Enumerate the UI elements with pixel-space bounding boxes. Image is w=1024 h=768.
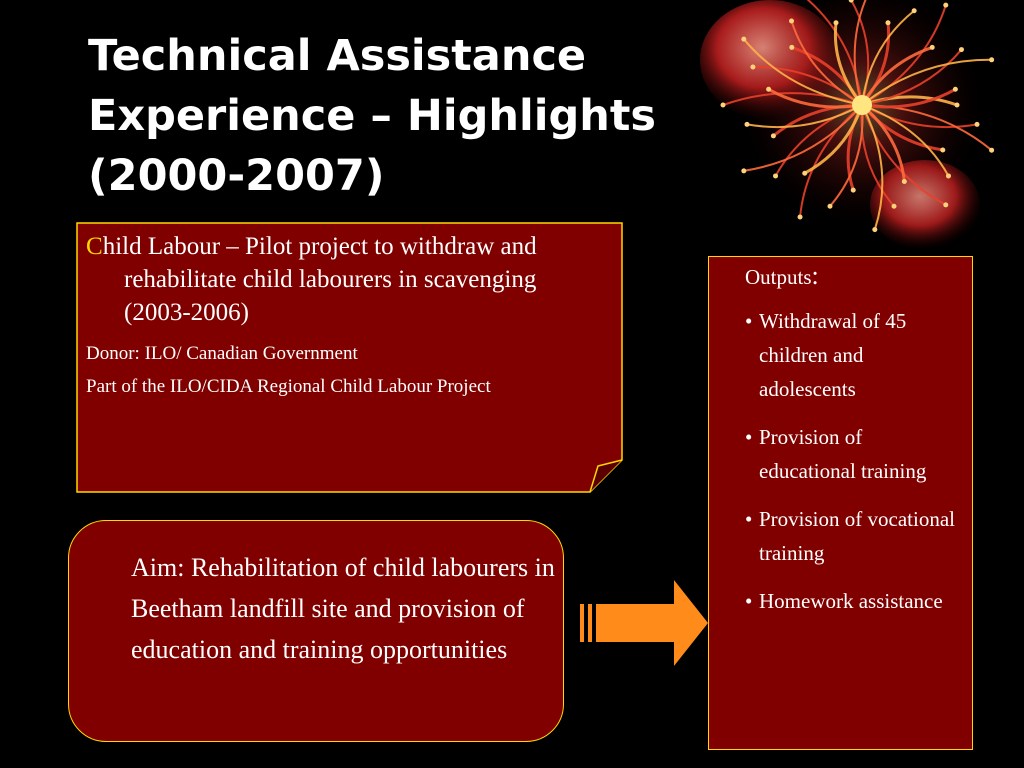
firework-ray: [800, 0, 862, 105]
firework-ray: [805, 105, 862, 173]
firework-spark: [943, 202, 948, 207]
firework-ray: [791, 21, 862, 105]
project-title: [86, 230, 589, 329]
outputs-heading: [745, 261, 964, 292]
firework-spark: [872, 227, 877, 232]
firework-ray: [862, 11, 914, 105]
firework-ray: [862, 50, 961, 105]
firework-spark: [946, 173, 951, 178]
firework-spark: [885, 20, 890, 25]
firework-ray: [800, 105, 862, 217]
output-item: • Provision of educational training: [745, 420, 964, 488]
firework-ray: [862, 105, 943, 150]
firework-ray: [835, 23, 862, 105]
slide-title: [88, 26, 788, 206]
firework-ray: [776, 105, 862, 176]
aim-text: Aim: Rehabilitation of child labourers in Beetham landfill site and provision of education and training opportunities: [131, 553, 555, 664]
firework-spark: [849, 0, 854, 3]
title-line-1: Technical Assistance: [88, 31, 587, 81]
firework-ray: [851, 0, 868, 105]
project-title-initial: C: [86, 233, 103, 260]
firework-ray: [862, 105, 977, 127]
firework-spark: [989, 57, 994, 62]
firework-ray: [830, 105, 863, 206]
firework-ray: [862, 105, 992, 150]
firework-ray: [792, 47, 862, 105]
firework-ray: [862, 97, 957, 105]
firework-ray: [862, 89, 955, 107]
output-item: • Withdrawal of 45 children and adolescents: [745, 304, 964, 406]
firework-ray: [848, 105, 862, 190]
firework-spark: [943, 3, 948, 8]
firework-spark: [975, 122, 980, 127]
project-description-box: [76, 222, 623, 493]
firework-spark: [912, 8, 917, 13]
output-item: • Provision of vocational training: [745, 502, 964, 570]
outputs-list: [745, 304, 964, 618]
firework-spark: [851, 188, 856, 193]
firework-spark: [989, 148, 994, 153]
aim-box: [68, 520, 564, 742]
firework-ray: [861, 105, 894, 206]
firework-spark: [892, 204, 897, 209]
outputs-heading-text: Outputs: [745, 265, 812, 289]
firework-spark: [959, 47, 964, 52]
firework-spark: [802, 171, 807, 176]
firework-spark: [940, 148, 945, 153]
firework-ray: [862, 105, 882, 230]
outputs-heading-colon: :: [811, 261, 819, 290]
title-line-3: (2000-2007): [88, 151, 385, 201]
project-part-of: Part of the ILO/CIDA Regional Child Labour Project: [86, 376, 491, 397]
project-title-text: hild Labour – Pilot project to withdraw and rehabilitate child labourers in scavenging (2003-2006): [102, 233, 537, 326]
firework-ray: [862, 105, 904, 182]
firework-ray: [862, 60, 992, 105]
output-item: • Homework assistance: [745, 584, 964, 618]
firework-spark: [955, 103, 960, 108]
outputs-box: [708, 256, 973, 750]
firework-ray: [862, 47, 932, 105]
project-donor: Donor: ILO/ Canadian Government: [86, 343, 358, 364]
firework-ray: [855, 0, 875, 105]
firework-spark: [930, 45, 935, 50]
firework-spark: [834, 20, 839, 25]
firework-spark: [789, 45, 794, 50]
firework-ray: [862, 105, 946, 205]
firework-ray: [862, 105, 948, 176]
firework-ray: [862, 5, 946, 105]
firework-spark: [953, 87, 958, 92]
title-line-2: Experience – Highlights: [88, 91, 657, 141]
firework-spark: [798, 214, 803, 219]
firework-spark: [827, 204, 832, 209]
striped-right-arrow-icon: [578, 578, 710, 668]
firework-ray: [862, 23, 889, 105]
firework-spark: [789, 18, 794, 23]
firework-spark: [902, 179, 907, 184]
